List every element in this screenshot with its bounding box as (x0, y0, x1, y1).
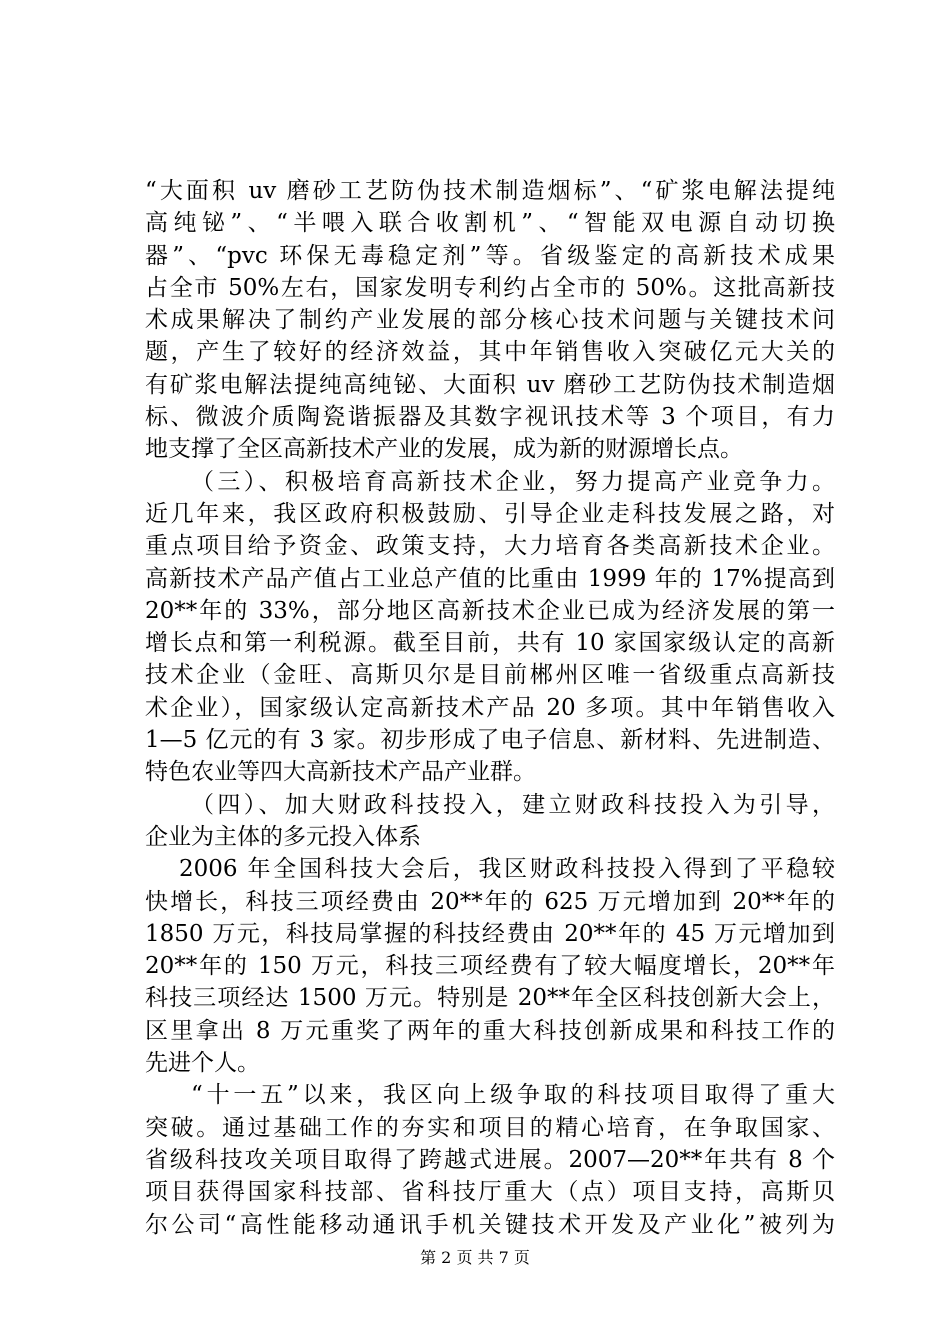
text-line: 标、微波介质陶瓷谐振器及其数字视讯技术等 3 个项目，有力 (145, 404, 835, 431)
text-line: 占全市 50%左右，国家发明专利约占全市的 50%。这批高新技 (145, 274, 835, 301)
page-number-label: 第 2 页 共 7 页 (420, 1248, 530, 1267)
text-line: 1850 万元，科技局掌握的科技经费由 20**年的 45 万元增加到 (145, 920, 835, 947)
text-line: 科技三项经达 1500 万元。特别是 20**年全区科技创新大会上， (145, 985, 835, 1012)
text-line: 题，产生了较好的经济效益，其中年销售收入突破亿元大关的 (145, 339, 835, 366)
text-line: 高纯铋”、“半喂入联合收割机”、“智能双电源自动切换 (145, 210, 835, 237)
text-line: 近几年来，我区政府积极鼓励、引导企业走科技发展之路，对 (145, 500, 835, 527)
text-line: “大面积 uv 磨砂工艺防伪技术制造烟标”、“矿浆电解法提纯 (145, 178, 835, 204)
text-line: （三）、积极培育高新技术企业，努力提高产业竞争力。 (191, 468, 835, 495)
text-line: 术企业），国家级认定高新技术产品 20 多项。其中年销售收入 (145, 694, 835, 721)
text-line: 2006 年全国科技大会后，我区财政科技投入得到了平稳较 (179, 856, 835, 883)
text-line: 1—5 亿元的有 3 家。初步形成了电子信息、新材料、先进制造、 (145, 727, 835, 754)
text-line: 增长点和第一利税源。截至目前，共有 10 家国家级认定的高新 (145, 630, 835, 657)
text-line: 术成果解决了制约产业发展的部分核心技术问题与关键技术问 (145, 307, 835, 334)
text-line: 先进个人。 (145, 1050, 260, 1077)
text-line: 有矿浆电解法提纯高纯铋、大面积 uv 磨砂工艺防伪技术制造烟 (145, 371, 835, 398)
text-line: 高新技术产品产值占工业总产值的比重由 1999 年的 17%提高到 (145, 565, 835, 592)
text-line: 省级科技攻关项目取得了跨越式进展。2007—20**年共有 8 个 (145, 1146, 835, 1173)
text-line: “十一五”以来，我区向上级争取的科技项目取得了重大 (191, 1082, 835, 1109)
text-line: 地支撑了全区高新技术产业的发展，成为新的财源增长点。 (145, 436, 743, 463)
text-line: 20**年的 33%，部分地区高新技术企业已成为经济发展的第一 (145, 597, 835, 624)
text-line: 器”、“pvc 环保无毒稳定剂”等。省级鉴定的高新技术成果 (145, 242, 835, 269)
text-line: （四）、加大财政科技投入，建立财政科技投入为引导， (191, 791, 835, 818)
text-line: 企业为主体的多元投入体系 (145, 823, 421, 850)
text-line: 项目获得国家科技部、省科技厅重大（点）项目支持，高斯贝 (145, 1179, 835, 1206)
document-body (145, 175, 835, 1241)
text-line: 尔公司“高性能移动通讯手机关键技术开发及产业化”被列为 (145, 1211, 835, 1238)
text-line: 区里拿出 8 万元重奖了两年的重大科技创新成果和科技工作的 (145, 1017, 835, 1044)
text-line: 重点项目给予资金、政策支持，大力培育各类高新技术企业。 (145, 533, 835, 560)
text-line: 20**年的 150 万元，科技三项经费有了较大幅度增长，20**年 (145, 953, 835, 980)
text-line: 技术企业（金旺、高斯贝尔是目前郴州区唯一省级重点高新技 (145, 662, 835, 689)
page-footer (0, 1245, 950, 1268)
text-line: 特色农业等四大高新技术产品产业群。 (145, 759, 536, 786)
text-line: 突破。通过基础工作的夯实和项目的精心培育，在争取国家、 (145, 1114, 835, 1141)
text-line: 快增长，科技三项经费由 20**年的 625 万元增加到 20**年的 (145, 888, 835, 915)
